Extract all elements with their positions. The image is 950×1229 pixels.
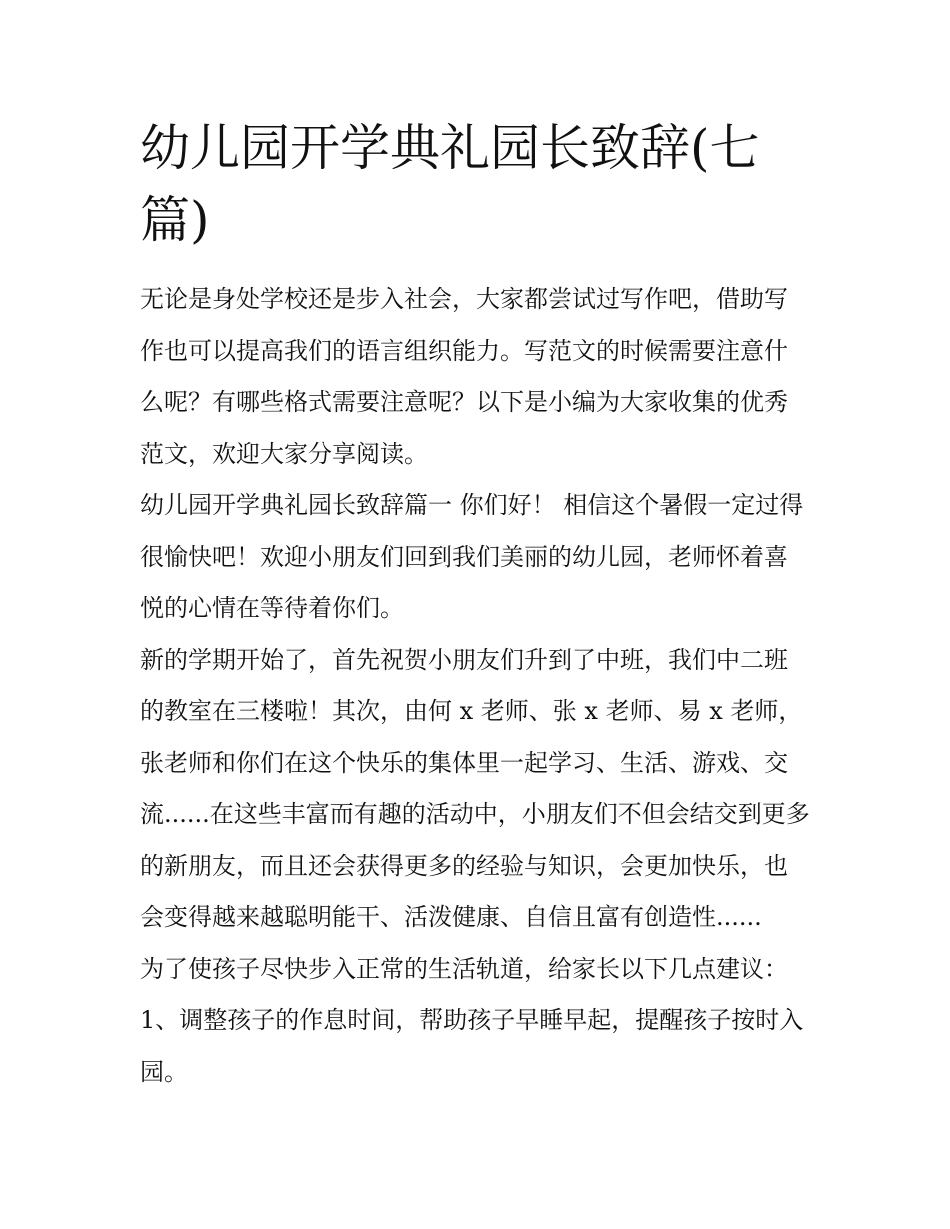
parent-suggestions-intro: 为了使孩子尽快步入正常的生活轨道，给家长以下几点建议： (140, 954, 788, 983)
intro-paragraph: 无论是身处学校还是步入社会，大家都尝试过写作吧，借助写作也可以提高我们的语言组织能力。写范文的时候需要注意什么呢？有哪些格式需要注意呢？以下是小编为大家收集的优秀范文，欢迎大家分享阅读。 (140, 285, 788, 468)
suggestion-item-1: 1、调整孩子的作息时间，帮助孩子早睡早起，提醒孩子按时入园。 (140, 1006, 804, 1086)
new-semester-paragraph: 新的学期开始了，首先祝贺小朋友们升到了中班，我们中二班的教室在三楼啦！其次，由何 x 老师、张 x 老师、易 x 老师，张老师和你们在这个快乐的集体里一起学习、生活、游戏、交流......在这些丰富而有趣的活动中，小朋友们不但会结交到更多的新朋友，而且还会获得更多的经验与知识，会更加快乐，也会变得越来越聪明能干、活泼健康、自信且富有创造性...... (140, 645, 810, 931)
document-body (140, 112, 810, 1098)
section-one-greeting-paragraph: 幼儿园开学典礼园长致辞篇一 你们好！ 相信这个暑假一定过得很愉快吧！欢迎小朋友们回到我们美丽的幼儿园，老师怀着喜悦的心情在等待着你们。 (140, 491, 804, 622)
document-title: 幼儿园开学典礼园长致辞(七篇) (140, 119, 760, 249)
